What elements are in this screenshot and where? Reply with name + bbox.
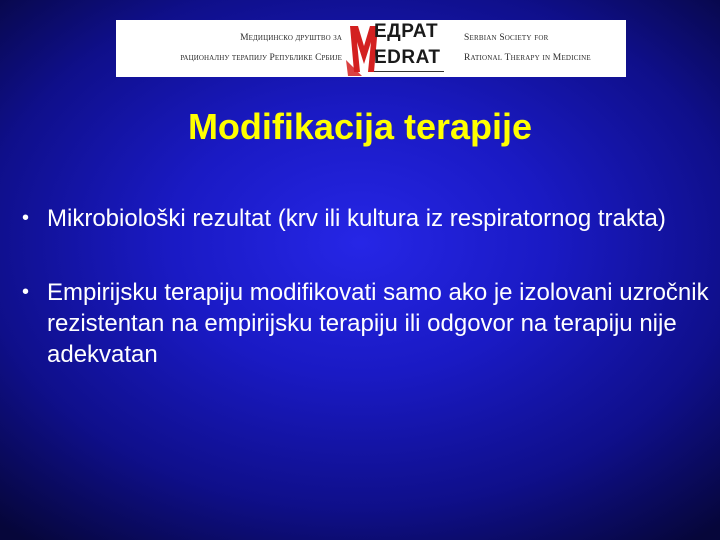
bullet-marker: • bbox=[22, 281, 30, 303]
logo-word-bottom: EDRAT bbox=[374, 47, 441, 68]
bullet-text: Mikrobiološki rezultat (krv ili kultura iz respiratornog trakta) bbox=[47, 205, 666, 232]
logo-banner bbox=[116, 20, 626, 77]
logo-text-serbian-line2: рационалну терапију Републике Србије bbox=[180, 53, 342, 63]
logo-text-english bbox=[464, 28, 626, 68]
bullet-marker: • bbox=[22, 207, 30, 229]
bullet-item bbox=[22, 203, 712, 234]
bullet-text: Empirijsku terapiju modifikovati samo ako je izolovani uzročnik rezistentan na empirijsku terapiju ili odgovor na terapiju nije adekvatan bbox=[47, 279, 709, 368]
slide-title: Modifikacija terapije bbox=[187, 106, 533, 147]
logo-text-serbian bbox=[116, 28, 344, 68]
medrat-logo-mark bbox=[344, 20, 452, 77]
logo-word-top: ЕДРАТ bbox=[374, 21, 439, 42]
logo-text-english-line1: Serbian Society for bbox=[464, 33, 549, 43]
bullet-list bbox=[22, 203, 712, 370]
logo-text-english-line2: Rational Therapy in Medicine bbox=[464, 53, 591, 63]
logo-text-serbian-line1: Медицинско друштво за bbox=[240, 33, 342, 43]
logo-underline bbox=[374, 71, 444, 72]
bullet-item bbox=[22, 277, 712, 370]
